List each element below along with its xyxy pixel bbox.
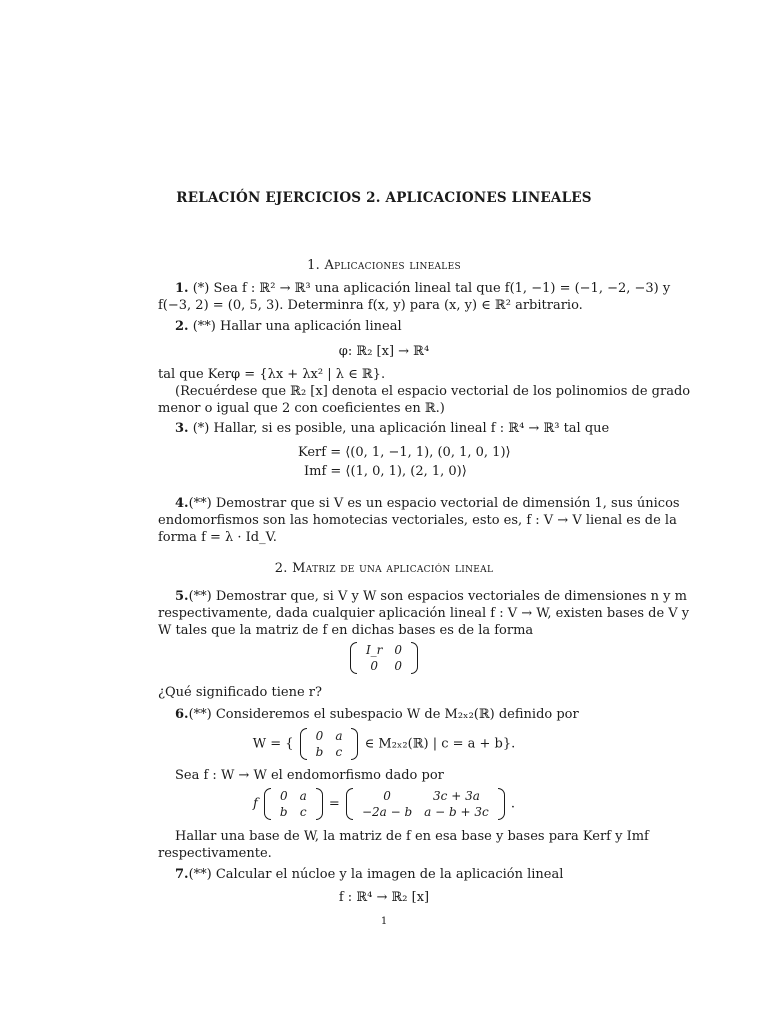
matrix-cell: −2a − b	[361, 805, 413, 819]
problem-1-number: 1.	[175, 281, 189, 296]
matrix-cell: 0	[394, 643, 403, 657]
matrix-cell: b	[315, 745, 324, 759]
problem-7-intro-text: (**) Calcular el núcloe y la imagen de la aplicación lineal	[188, 867, 564, 882]
matrix-cell: 3c + 3a	[433, 789, 480, 803]
matrix-cell: 0	[370, 659, 378, 673]
problem-5-question: ¿Qué significado tiene r?	[158, 685, 322, 700]
problem-5-number: 5.	[175, 589, 189, 604]
problem-4-text-1: (**) Demostrar que si V es un espacio vectorial de dimensión 1, sus únicos	[188, 496, 680, 511]
problem-5-text-1: (**) Demostrar que, si V y W son espacios vectoriales de dimensiones n y m	[188, 589, 687, 604]
problem-6-f-matrix-left	[262, 788, 325, 820]
problem-5-line-1	[175, 588, 687, 605]
problem-6-intro-text: (**) Consideremos el subespacio W de M₂ₓ₂(ℝ) definido por	[188, 707, 579, 722]
problem-3-intro-text: (*) Hallar, si es posible, una aplicación lineal f : ℝ⁴ → ℝ³ tal que	[192, 421, 610, 436]
problem-7-display: f : ℝ⁴ → ℝ₂ [x]	[338, 890, 430, 905]
problem-3-number: 3.	[175, 421, 189, 436]
matrix-cell: 0	[279, 789, 288, 803]
problem-4-number: 4.	[175, 496, 189, 511]
problem-2-line-3: menor o igual que 2 con coeficientes en ℝ.)	[158, 401, 445, 416]
problem-6-map-definition	[0, 788, 768, 820]
problem-6-line-2: respectivamente.	[158, 846, 272, 861]
problem-3-intro	[175, 420, 609, 437]
matrix-cell: b	[279, 805, 288, 819]
problem-5-line-2: respectivamente, dada cualquier aplicación lineal f : V → W, existen bases de V y	[158, 606, 690, 621]
matrix-cell: c	[335, 745, 343, 759]
problem-1-text-1: (*) Sea f : ℝ² → ℝ³ una aplicación lineal tal que f(1, −1) = (−1, −2, −3) y	[192, 281, 671, 296]
problem-5-matrix-row	[0, 642, 768, 674]
document-title: RELACIÓN EJERCICIOS 2. APLICACIONES LINEALES	[176, 190, 592, 206]
matrix-cell: 0	[394, 659, 403, 673]
section-heading-2: 2. Matriz de una aplicación lineal	[274, 561, 494, 576]
matrix-cell: a	[335, 729, 343, 743]
problem-7-intro	[175, 866, 563, 883]
problem-3-image: Imf = ⟨(1, 0, 1), (2, 1, 0)⟩	[304, 464, 467, 479]
problem-4-line-2: endomorfismos son las homotecias vectoriales, esto es, f : V → V lienal es de la	[158, 513, 677, 528]
problem-6-period: .	[510, 796, 516, 812]
problem-2-line-1: tal que Kerφ = {λx + λx² | λ ∈ ℝ}.	[158, 367, 386, 382]
problem-6-equals: =	[328, 796, 340, 812]
problem-2-number: 2.	[175, 319, 189, 334]
problem-1-line-1	[175, 280, 670, 297]
problem-6-f-prefix: f	[252, 796, 258, 812]
problem-6-line-1: Hallar una base de W, la matriz de f en esa base y bases para Kerf y Imf	[175, 829, 649, 844]
matrix-cell: 0	[383, 789, 391, 803]
problem-6-intro	[175, 706, 579, 723]
matrix-cell: 0	[315, 729, 324, 743]
problem-1-line-2: f(−3, 2) = (0, 5, 3). Determinra f(x, y) para (x, y) ∈ ℝ² arbitrario.	[158, 298, 583, 313]
problem-4-line-3: forma f = λ · Id_V.	[158, 530, 277, 545]
matrix-cell: I_r	[365, 643, 383, 657]
problem-5-matrix	[348, 642, 420, 674]
matrix-cell: a	[299, 789, 307, 803]
matrix-cell: c	[299, 805, 307, 819]
problem-6-subspace-definition	[0, 728, 768, 760]
problem-2-intro-text: (**) Hallar una aplicación lineal	[192, 319, 402, 334]
problem-5-line-3: W tales que la matriz de f en dichas bases es de la forma	[158, 623, 534, 638]
problem-7-number: 7.	[175, 867, 189, 882]
page-number: 1	[380, 916, 388, 927]
problem-2-intro	[175, 318, 402, 335]
problem-2-line-2: (Recuérdese que ℝ₂ [x] denota el espacio vectorial de los polinomios de grado	[175, 384, 691, 399]
section-heading-1: 1. Aplicaciones lineales	[307, 258, 461, 273]
problem-6-endomorphism: Sea f : W → W el endomorfismo dado por	[175, 768, 444, 783]
problem-4-line-1	[175, 495, 680, 512]
matrix-cell: a − b + 3c	[424, 805, 489, 819]
problem-6-w-prefix: W = {	[252, 736, 294, 752]
problem-6-f-matrix-right	[344, 788, 507, 820]
problem-6-w-suffix: ∈ M₂ₓ₂(ℝ) | c = a + b}.	[364, 736, 516, 752]
problem-3-kernel: Kerf = ⟨(0, 1, −1, 1), (0, 1, 0, 1)⟩	[298, 445, 511, 460]
problem-2-display: φ: ℝ₂ [x] → ℝ⁴	[338, 344, 430, 359]
problem-6-w-matrix	[298, 728, 361, 760]
problem-6-number: 6.	[175, 707, 189, 722]
